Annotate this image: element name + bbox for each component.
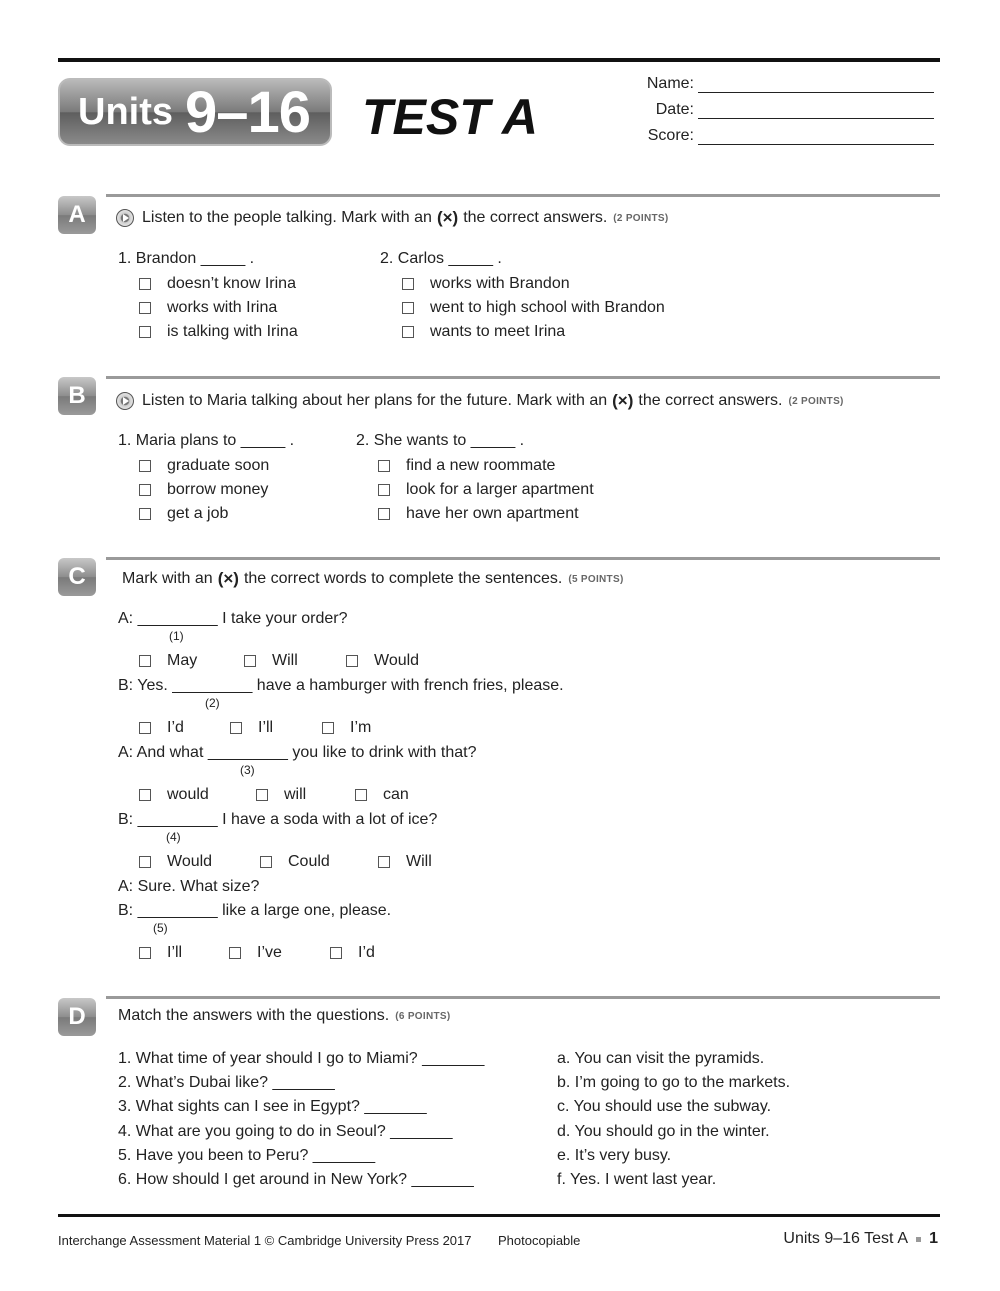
option[interactable]: doesn’t know Irina <box>139 275 296 293</box>
option[interactable]: works with Irina <box>139 299 277 317</box>
section-b-badge: B <box>58 377 96 415</box>
page-number: 1 <box>929 1230 938 1247</box>
checkbox[interactable] <box>402 302 414 314</box>
option[interactable]: May <box>139 652 197 670</box>
checkbox[interactable] <box>229 947 241 959</box>
audio-icon[interactable] <box>116 392 134 410</box>
match-question: 2. What’s Dubai like? _______ <box>118 1074 335 1091</box>
option[interactable]: find a new roommate <box>378 457 555 475</box>
match-answer: e. It’s very busy. <box>557 1147 672 1164</box>
footer-test-letter: A <box>897 1230 909 1247</box>
date-label: Date: <box>655 101 694 118</box>
checkbox[interactable] <box>139 484 151 496</box>
dialogue-line: A: Sure. What size? <box>118 878 260 895</box>
option[interactable]: get a job <box>139 505 228 523</box>
option[interactable]: graduate soon <box>139 457 269 475</box>
checkbox[interactable] <box>139 278 151 290</box>
section-d-points: (6 POINTS) <box>395 1010 451 1022</box>
checkbox[interactable] <box>378 484 390 496</box>
section-c-instruction: Mark with an (×) the correct words to complete the sentences. (5 POINTS) <box>122 569 624 588</box>
match-answer: b. I’m going to go to the markets. <box>557 1074 791 1091</box>
date-line[interactable] <box>698 103 934 119</box>
option[interactable]: Would <box>346 652 419 670</box>
option[interactable]: I’ll <box>139 944 182 962</box>
section-b-q1-stem: 1. Maria plans to _____ . <box>118 432 295 449</box>
score-field[interactable] <box>648 127 934 145</box>
section-c-badge: C <box>58 558 96 596</box>
section-b-rule <box>106 376 940 379</box>
section-a-q2-stem: 2. Carlos _____ . <box>380 250 502 267</box>
checkbox[interactable] <box>322 722 334 734</box>
blank-number: (3) <box>240 763 255 777</box>
option[interactable]: works with Brandon <box>402 275 570 293</box>
checkbox[interactable] <box>139 508 151 520</box>
option[interactable]: I’ve <box>229 944 282 962</box>
checkbox[interactable] <box>139 856 151 868</box>
footer-test-label: Units 9–16 Test <box>783 1230 894 1247</box>
option[interactable]: will <box>256 786 306 804</box>
dialogue-line: A: And what _________ you like to drink with that? <box>118 744 477 761</box>
option[interactable]: I’ll <box>230 719 273 737</box>
checkbox[interactable] <box>346 655 358 667</box>
blank-number: (1) <box>169 629 184 643</box>
checkbox[interactable] <box>355 789 367 801</box>
blank-number: (2) <box>205 696 220 710</box>
match-question: 5. Have you been to Peru? _______ <box>118 1147 376 1164</box>
name-label: Name: <box>646 75 694 92</box>
match-answer: c. You should use the subway. <box>557 1098 772 1115</box>
score-label: Score: <box>647 127 694 144</box>
section-a-badge: A <box>58 196 96 234</box>
option[interactable]: is talking with Irina <box>139 323 298 341</box>
name-field[interactable] <box>647 75 934 93</box>
option[interactable]: can <box>355 786 409 804</box>
section-a-points: (2 POINTS) <box>613 212 669 224</box>
checkbox[interactable] <box>139 789 151 801</box>
checkbox[interactable] <box>139 302 151 314</box>
match-answer: d. You should go in the winter. <box>557 1123 770 1140</box>
option[interactable]: I’d <box>330 944 375 962</box>
section-b-q2-stem: 2. She wants to _____ . <box>356 432 525 449</box>
checkbox[interactable] <box>402 278 414 290</box>
checkbox[interactable] <box>402 326 414 338</box>
option[interactable]: wants to meet Irina <box>402 323 565 341</box>
section-a-instruction: Listen to the people talking. Mark with an (×) the correct answers. (2 POINTS) <box>116 208 669 228</box>
bottom-rule <box>58 1214 940 1217</box>
option[interactable]: I’d <box>139 719 184 737</box>
checkbox[interactable] <box>139 655 151 667</box>
score-line[interactable] <box>698 129 934 145</box>
section-d-instruction: Match the answers with the questions. (6 POINTS) <box>118 1007 451 1024</box>
match-question: 1. What time of year should I go to Miami? _______ <box>118 1050 485 1067</box>
match-question: 4. What are you going to do in Seoul? _______ <box>118 1123 453 1140</box>
page-footer-right <box>783 1230 938 1248</box>
checkbox[interactable] <box>139 326 151 338</box>
name-line[interactable] <box>698 77 934 93</box>
section-a-q1-stem: 1. Brandon _____ . <box>118 250 255 267</box>
units-word: Units <box>78 90 173 133</box>
option[interactable]: Will <box>378 853 432 871</box>
section-b-instruction: Listen to Maria talking about her plans for the future. Mark with an (×) the correct answers. (2 POINTS) <box>116 391 844 411</box>
dialogue-line: B: Yes. _________ have a hamburger with french fries, please. <box>118 677 564 694</box>
blank-number: (5) <box>153 921 168 935</box>
section-c-points: (5 POINTS) <box>568 573 624 585</box>
blank-number: (4) <box>166 830 181 844</box>
section-d-rule <box>106 996 940 999</box>
option[interactable]: I’m <box>322 719 371 737</box>
checkbox[interactable] <box>230 722 242 734</box>
match-answer: a. You can visit the pyramids. <box>557 1050 765 1067</box>
units-range: 9–16 <box>185 79 311 145</box>
checkbox[interactable] <box>330 947 342 959</box>
separator-dot <box>916 1237 921 1242</box>
dialogue-line: B: _________ like a large one, please. <box>118 902 392 919</box>
date-field[interactable] <box>656 101 934 119</box>
option[interactable]: Could <box>260 853 330 871</box>
option[interactable]: Would <box>139 853 212 871</box>
section-a-rule <box>106 194 940 197</box>
checkbox[interactable] <box>378 508 390 520</box>
checkbox[interactable] <box>139 947 151 959</box>
option[interactable]: would <box>139 786 209 804</box>
section-d-badge: D <box>58 998 96 1036</box>
checkbox[interactable] <box>378 856 390 868</box>
photocopiable: Photocopiable <box>498 1233 581 1248</box>
option[interactable]: look for a larger apartment <box>378 481 594 499</box>
audio-icon[interactable] <box>116 209 134 227</box>
checkbox[interactable] <box>260 856 272 868</box>
option[interactable]: borrow money <box>139 481 268 499</box>
option[interactable]: have her own apartment <box>378 505 579 523</box>
option[interactable]: went to high school with Brandon <box>402 299 665 317</box>
match-answer: f. Yes. I went last year. <box>557 1171 717 1188</box>
option[interactable]: Will <box>244 652 298 670</box>
checkbox[interactable] <box>378 460 390 472</box>
match-question: 3. What sights can I see in Egypt? _______ <box>118 1098 427 1115</box>
units-badge <box>58 78 332 146</box>
section-b-points: (2 POINTS) <box>788 395 844 407</box>
copyright: Interchange Assessment Material 1 © Cambridge University Press 2017 <box>58 1233 472 1248</box>
checkbox[interactable] <box>139 722 151 734</box>
dialogue-line: A: _________ I take your order? <box>118 610 348 627</box>
checkbox[interactable] <box>139 460 151 472</box>
test-title: TEST A <box>362 89 538 145</box>
checkbox[interactable] <box>256 789 268 801</box>
checkbox[interactable] <box>244 655 256 667</box>
top-rule <box>58 58 940 62</box>
match-question: 6. How should I get around in New York? _______ <box>118 1171 474 1188</box>
section-c-rule <box>106 557 940 560</box>
dialogue-line: B: _________ I have a soda with a lot of ice? <box>118 811 438 828</box>
